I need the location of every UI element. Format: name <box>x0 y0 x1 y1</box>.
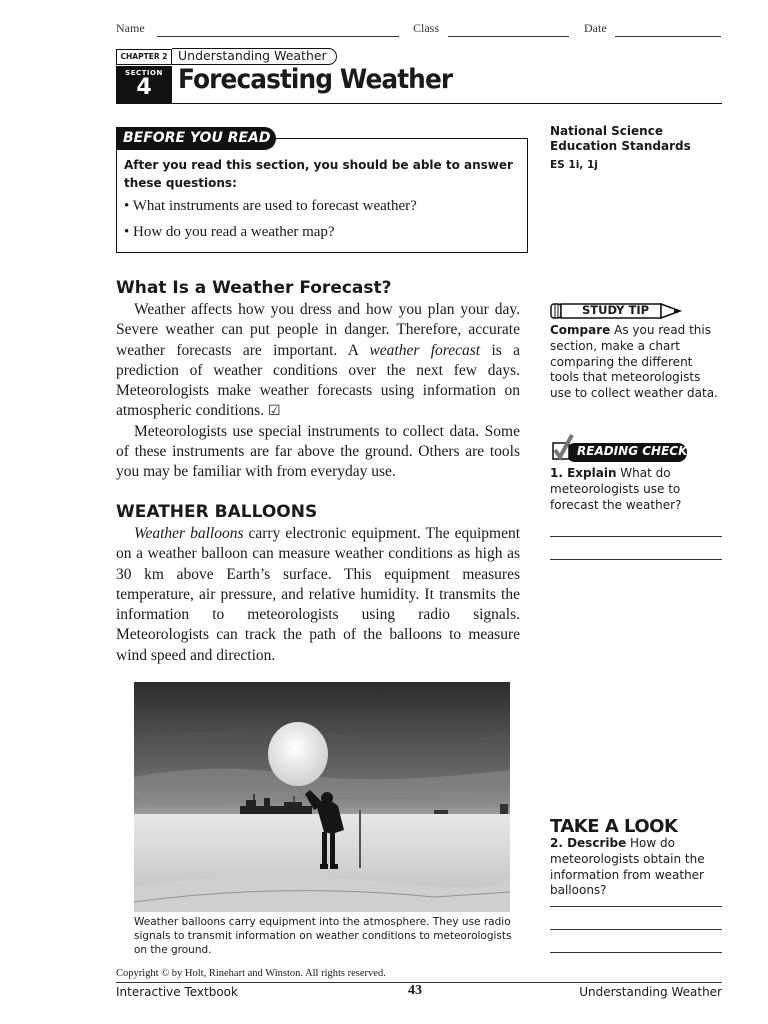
answer-line[interactable] <box>550 559 722 560</box>
paragraph-text: carry electronic equipment. The equipment on a weather balloon can measure weather conditions as high as 30 km above Earth’s surface. This equipment measures temperature, air pressure, and relative humidity. It transmits the information to meteorologists using radio signals. Meteorologists can track the path of the balloons to measure wind speed and direction. <box>116 525 521 664</box>
date-label: Date <box>584 21 607 35</box>
class-label: Class <box>413 21 440 35</box>
name-field-line[interactable] <box>157 36 399 37</box>
section-heading-balloons: WEATHER BALLOONS <box>116 502 318 522</box>
standards-title: National Science Education Standards <box>550 124 691 153</box>
title-divider <box>116 103 722 104</box>
take-a-look-heading: TAKE A LOOK <box>550 816 678 837</box>
standards-codes: ES 1i, 1j <box>550 159 598 171</box>
study-tip-tab: STUDY TIP <box>582 303 650 317</box>
section-heading-forecast: What Is a Weather Forecast? <box>116 278 392 298</box>
paragraph <box>116 524 520 666</box>
page-number: 43 <box>408 983 422 998</box>
chapter-name: Understanding Weather <box>172 48 337 65</box>
paragraph-text: is a prediction of weather conditions over the next few days. Meteorologists make weather forecasts using information on atmospheric conditions. <box>116 341 521 420</box>
reading-check-question <box>550 466 725 513</box>
before-you-read-question: • How do you read a weather map? <box>124 224 335 240</box>
before-you-read-question: • What instruments are used to forecast weather? <box>124 198 417 214</box>
before-you-read-intro: After you read this section, you should be able to answer these questions: <box>124 158 513 190</box>
study-tip-body: As you read this section, make a chart comparing the different tools that meteorologists use to collect weather data. <box>550 323 718 401</box>
study-tip-lead: Compare <box>550 323 611 337</box>
take-a-look-body: How do meteorologists obtain the information from weather balloons? <box>550 836 705 898</box>
answer-line[interactable] <box>550 536 722 537</box>
page-title: Forecasting Weather <box>178 64 453 95</box>
footer-left: Interactive Textbook <box>116 985 238 999</box>
paragraph <box>116 300 520 422</box>
answer-line[interactable] <box>550 906 722 907</box>
before-you-read-tab: BEFORE YOU READ <box>116 127 276 150</box>
answer-line[interactable] <box>550 952 722 953</box>
section-badge <box>116 66 172 104</box>
weather-balloon-photo <box>134 682 510 912</box>
section-body-balloons <box>116 524 520 666</box>
paragraph: Meteorologists use special instruments to collect data. Some of these instruments are far above the ground. Others are tools you may be familiar with from everyday use. <box>116 422 520 481</box>
class-field-line[interactable] <box>448 36 569 37</box>
chapter-tag: CHAPTER 2 <box>116 49 172 65</box>
take-a-look-lead: 2. Describe <box>550 836 627 850</box>
before-you-read-box-top <box>270 138 528 139</box>
copyright: Copyright © by Holt, Rinehart and Winston. All rights reserved. <box>116 968 386 979</box>
reading-check-mark-icon: ☑ <box>267 403 281 420</box>
reading-check-body: What do meteorologists use to forecast the weather? <box>550 466 682 512</box>
footer-right: Understanding Weather <box>579 985 722 999</box>
name-label: Name <box>116 21 145 35</box>
key-term: Weather balloons <box>134 525 244 542</box>
reading-check-tab: READING CHECK <box>577 444 688 458</box>
section-number: 4 <box>136 75 152 100</box>
figure-caption: Weather balloons carry equipment into the atmosphere. They use radio signals to transmit information on weather conditions to meteorologists on the ground. <box>134 916 512 956</box>
date-field-line[interactable] <box>615 36 721 37</box>
reading-check-lead: 1. Explain <box>550 466 617 480</box>
take-a-look-question <box>550 836 725 899</box>
section-label: SECTION <box>125 69 163 77</box>
answer-line[interactable] <box>550 929 722 930</box>
section-body-forecast <box>116 300 520 483</box>
study-tip-text <box>550 323 725 402</box>
paragraph-text: Weather affects how you dress and how you plan your day. Severe weather can put people in danger. Therefore, accurate weather forecasts are important. A <box>116 301 520 359</box>
key-term: weather forecast <box>369 341 481 359</box>
